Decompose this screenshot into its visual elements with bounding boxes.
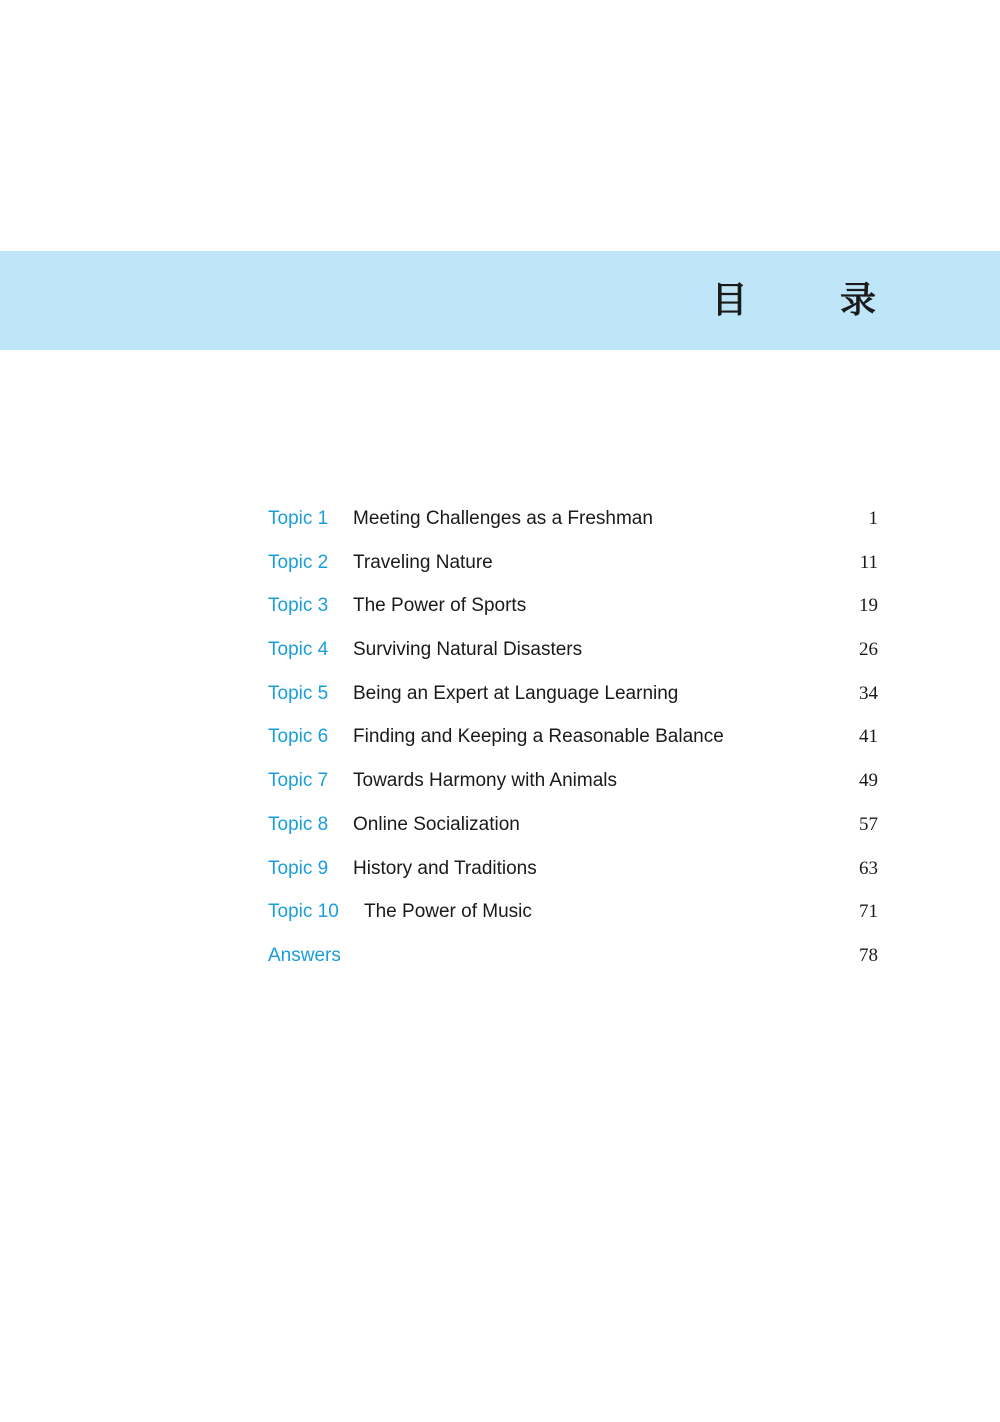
toc-entry-title: Surviving Natural Disasters <box>353 639 583 661</box>
toc-entry-page: 19 <box>859 595 878 617</box>
toc-entry-title: Traveling Nature <box>353 551 493 573</box>
table-of-contents <box>268 503 878 984</box>
toc-entry-topic-3[interactable] <box>268 590 878 634</box>
toc-entry-topic-9[interactable] <box>268 853 878 897</box>
toc-entry-title: Meeting Challenges as a Freshman <box>353 508 653 529</box>
toc-entry-page: 41 <box>859 726 878 748</box>
toc-entry-label: Topic 9 <box>268 857 329 879</box>
toc-entry-topic-7[interactable] <box>268 765 878 809</box>
toc-entry-label: Topic 7 <box>268 770 329 792</box>
toc-entry-page: 63 <box>859 857 878 879</box>
toc-entry-page: 1 <box>868 508 878 529</box>
toc-entry-topic-6[interactable] <box>268 721 878 765</box>
toc-entry-title: The Power of Sports <box>353 595 527 617</box>
toc-entry-topic-5[interactable] <box>268 678 878 722</box>
toc-entry-label: Topic 5 <box>268 682 329 704</box>
toc-entry-topic-1[interactable] <box>268 503 878 547</box>
toc-entry-page: 34 <box>859 682 878 704</box>
toc-entry-page: 26 <box>859 639 878 661</box>
toc-entry-label: Topic 10 <box>268 901 339 923</box>
toc-entry-label: Answers <box>268 944 341 966</box>
toc-entry-label: Topic 1 <box>268 508 329 529</box>
toc-entry-page: 57 <box>859 813 878 835</box>
toc-entry-page: 49 <box>859 770 878 792</box>
toc-entry-label: Topic 4 <box>268 639 329 661</box>
toc-entry-title: The Power of Music <box>364 901 532 923</box>
toc-entry-label: Topic 6 <box>268 726 329 748</box>
toc-entry-label: Topic 8 <box>268 813 329 835</box>
toc-entry-page: 78 <box>859 944 878 966</box>
toc-entry-title: Finding and Keeping a Reasonable Balance <box>353 726 724 748</box>
toc-entry-topic-2[interactable] <box>268 547 878 591</box>
toc-entry-topic-8[interactable] <box>268 809 878 853</box>
toc-entry-topic-4[interactable] <box>268 634 878 678</box>
toc-entry-title: Being an Expert at Language Learning <box>353 682 679 704</box>
toc-entry-title: Online Socialization <box>353 813 520 835</box>
toc-entry-label: Topic 2 <box>268 551 329 573</box>
toc-entry-topic-10[interactable] <box>268 896 878 940</box>
toc-entry-page: 71 <box>859 901 878 923</box>
toc-entry-title: Towards Harmony with Animals <box>353 770 617 792</box>
page-title: 目 录 <box>711 280 916 321</box>
toc-entry-answers[interactable] <box>268 940 878 984</box>
toc-entry-title: History and Traditions <box>353 857 537 879</box>
toc-entry-page: 11 <box>859 551 878 573</box>
toc-entry-label: Topic 3 <box>268 595 329 617</box>
